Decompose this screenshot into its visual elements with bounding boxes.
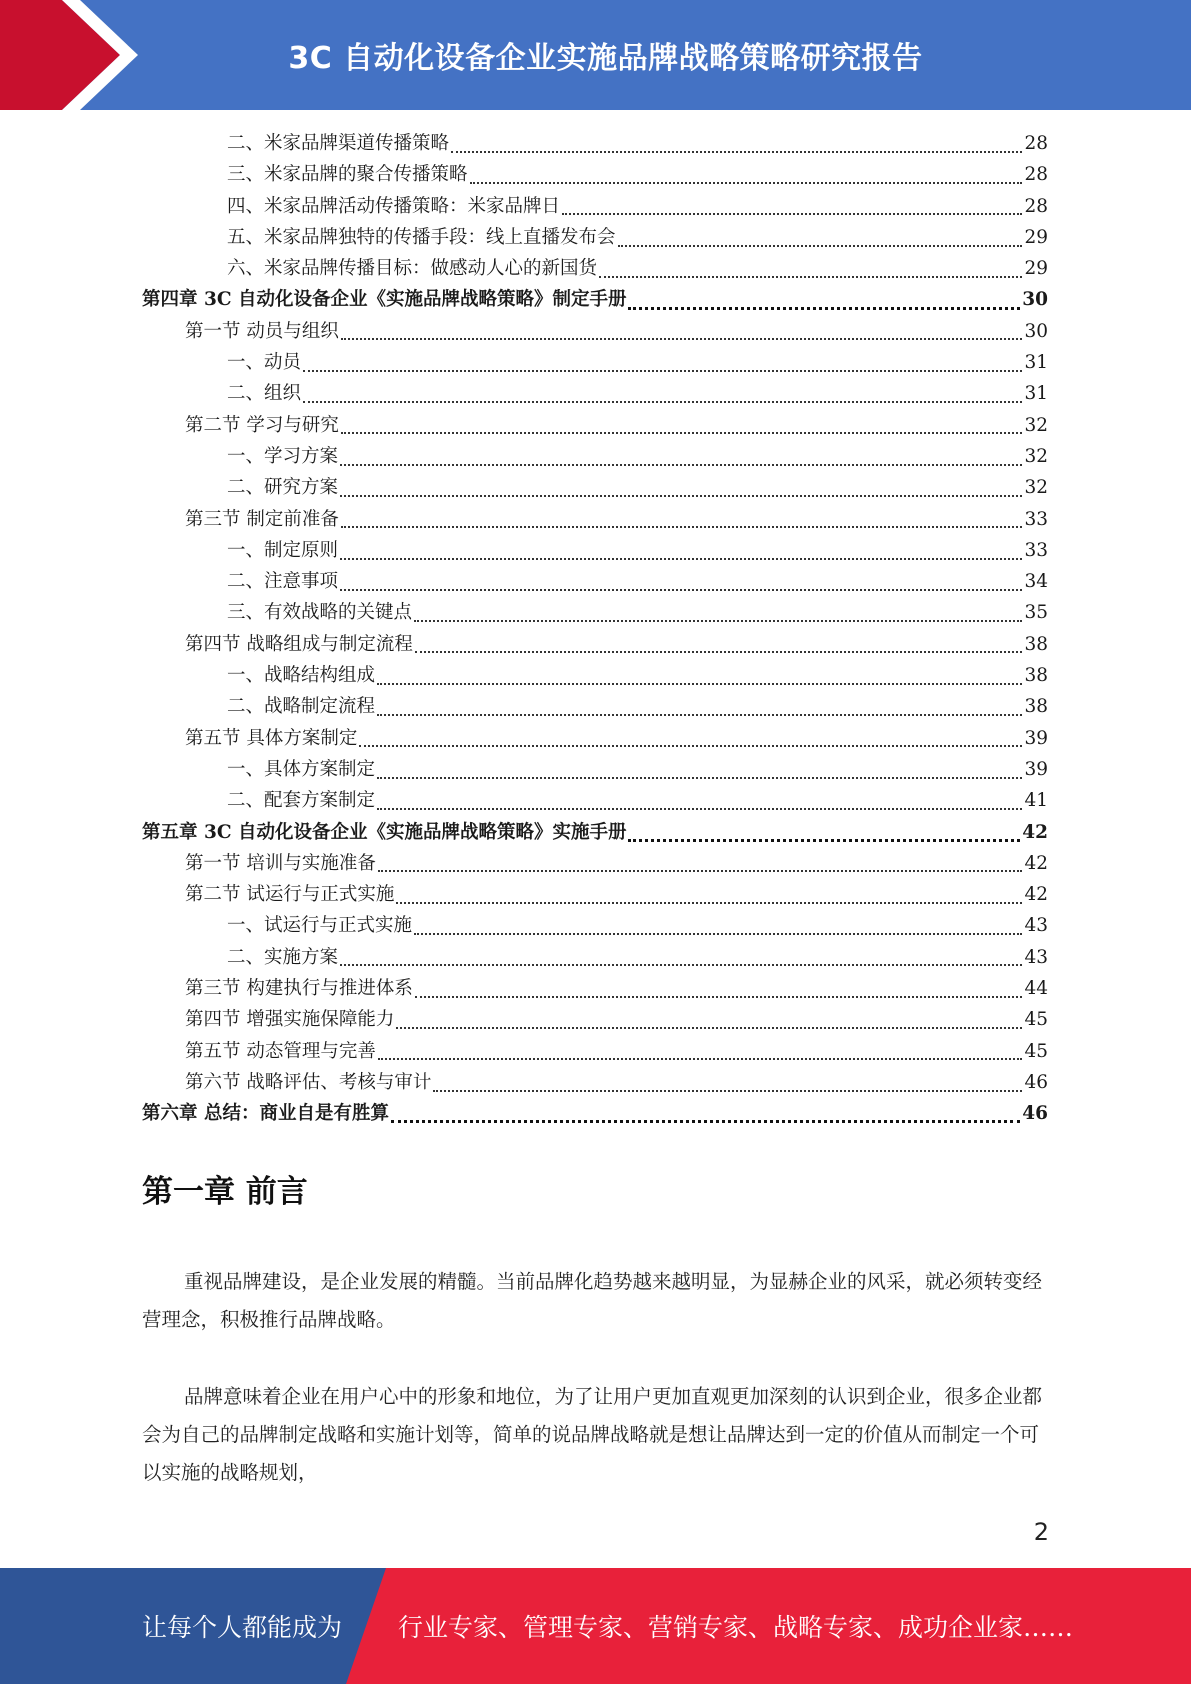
toc-dot-leader xyxy=(303,401,1022,403)
toc-entry-title: 第一节 培训与实施准备 xyxy=(185,852,376,874)
toc-entry-title: 第四章 3C 自动化设备企业《实施品牌战略策略》制定手册 xyxy=(142,289,627,311)
toc-page-number: 35 xyxy=(1024,602,1048,624)
toc-entry-title: 一、具体方案制定 xyxy=(227,758,376,780)
header-arrow-decoration xyxy=(0,0,160,110)
toc-entry-title: 三、米家品牌的聚合传播策略 xyxy=(227,164,468,186)
toc-dot-leader xyxy=(628,839,1020,842)
toc-page-number: 42 xyxy=(1024,884,1048,906)
toc-page-number: 31 xyxy=(1024,352,1048,374)
toc-dot-leader xyxy=(340,495,1022,497)
toc-page-number: 33 xyxy=(1024,539,1048,561)
toc-entry-title: 第五章 3C 自动化设备企业《实施品牌战略策略》实施手册 xyxy=(142,821,627,843)
toc-page-number: 38 xyxy=(1024,665,1048,687)
toc-chapter-entry[interactable] xyxy=(142,1098,1048,1129)
toc-page-number: 30 xyxy=(1024,320,1048,342)
toc-section-entry[interactable] xyxy=(142,879,1048,910)
toc-dot-leader xyxy=(433,1090,1022,1092)
toc-dot-leader xyxy=(340,464,1022,466)
toc-entry-title: 第五节 动态管理与完善 xyxy=(185,1040,376,1062)
toc-chapter-entry[interactable] xyxy=(142,284,1048,315)
toc-entry-title: 一、试运行与正式实施 xyxy=(227,915,413,937)
toc-entry-title: 第二节 学习与研究 xyxy=(185,414,339,436)
toc-entry-title: 一、制定原则 xyxy=(227,539,339,561)
toc-section-entry[interactable] xyxy=(142,504,1048,535)
toc-entry-title: 第一节 动员与组织 xyxy=(185,320,339,342)
toc-entry-title: 第三节 制定前准备 xyxy=(185,508,339,530)
toc-dot-leader xyxy=(303,370,1022,372)
toc-subsection-entry[interactable] xyxy=(142,785,1048,816)
toc-subsection-entry[interactable] xyxy=(142,942,1048,973)
toc-page-number: 29 xyxy=(1024,226,1048,248)
footer-slogan-left: 让每个人都能成为 xyxy=(142,1613,343,1642)
body-paragraph-2: 品牌意味着企业在用户心中的形象和地位，为了让用户更加直观更加深刻的认识到企业，很多企业都会为自己的品牌制定战略和实施计划等，简单的说品牌战略就是想让品牌达到一定的价值从而制定一个可以实施的战略规划， xyxy=(142,1385,1043,1484)
toc-page-number: 45 xyxy=(1024,1040,1048,1062)
toc-entry-title: 二、米家品牌渠道传播策略 xyxy=(227,133,450,154)
toc-subsection-entry[interactable] xyxy=(142,191,1048,222)
page-footer xyxy=(0,1568,1191,1684)
toc-page-number: 34 xyxy=(1024,571,1048,593)
toc-dot-leader xyxy=(391,1120,1020,1123)
toc-entry-title: 二、组织 xyxy=(227,383,302,405)
toc-subsection-entry[interactable] xyxy=(142,159,1048,190)
toc-page-number: 32 xyxy=(1024,445,1048,467)
toc-entry-title: 一、学习方案 xyxy=(227,445,339,467)
toc-dot-leader xyxy=(377,808,1022,810)
toc-subsection-entry[interactable] xyxy=(142,347,1048,378)
toc-entry-title: 二、战略制定流程 xyxy=(227,696,376,718)
toc-page-number: 38 xyxy=(1024,633,1048,655)
toc-subsection-entry[interactable] xyxy=(142,597,1048,628)
toc-entry-title: 五、米家品牌独特的传播手段：线上直播发布会 xyxy=(227,226,616,248)
toc-page-number: 38 xyxy=(1024,696,1048,718)
toc-entry-title: 第三节 构建执行与推进体系 xyxy=(185,978,413,1000)
toc-page-number: 31 xyxy=(1024,383,1048,405)
toc-subsection-entry[interactable] xyxy=(142,566,1048,597)
toc-entry-title: 第二节 试运行与正式实施 xyxy=(185,884,395,906)
page-number: 2 xyxy=(1033,1518,1049,1546)
toc-section-entry[interactable] xyxy=(142,1004,1048,1035)
toc-subsection-entry[interactable] xyxy=(142,691,1048,722)
toc-page-number: 28 xyxy=(1024,195,1048,217)
toc-page-number: 41 xyxy=(1024,790,1048,812)
toc-section-entry[interactable] xyxy=(142,1067,1048,1098)
toc-dot-leader xyxy=(341,526,1023,528)
toc-entry-title: 第四节 增强实施保障能力 xyxy=(185,1009,395,1031)
toc-page-number: 45 xyxy=(1024,1009,1048,1031)
toc-entry-title: 第五节 具体方案制定 xyxy=(185,727,358,749)
toc-subsection-entry[interactable] xyxy=(142,128,1048,159)
toc-subsection-entry[interactable] xyxy=(142,535,1048,566)
toc-subsection-entry[interactable] xyxy=(142,253,1048,284)
toc-dot-leader xyxy=(628,307,1020,310)
toc-section-entry[interactable] xyxy=(142,848,1048,879)
toc-page-number: 46 xyxy=(1024,1071,1048,1093)
toc-section-entry[interactable] xyxy=(142,316,1048,347)
toc-dot-leader xyxy=(618,245,1023,247)
toc-dot-leader xyxy=(377,777,1022,779)
toc-subsection-entry[interactable] xyxy=(142,754,1048,785)
toc-section-entry[interactable] xyxy=(142,973,1048,1004)
toc-chapter-entry[interactable] xyxy=(142,817,1048,848)
toc-entry-title: 二、研究方案 xyxy=(227,477,339,499)
toc-page-number: 28 xyxy=(1024,133,1048,154)
toc-entry-title: 一、战略结构组成 xyxy=(227,665,376,687)
toc-dot-leader xyxy=(470,182,1023,184)
toc-page-number: 30 xyxy=(1022,289,1048,311)
toc-dot-leader xyxy=(396,1027,1022,1029)
toc-dot-leader xyxy=(340,589,1022,591)
toc-page-number: 32 xyxy=(1024,477,1048,499)
toc-dot-leader xyxy=(414,620,1022,622)
toc-page-number: 43 xyxy=(1024,915,1048,937)
toc-section-entry[interactable] xyxy=(142,629,1048,660)
toc-entry-title: 第六节 战略评估、考核与审计 xyxy=(185,1071,432,1093)
toc-subsection-entry[interactable] xyxy=(142,660,1048,691)
toc-page-number: 46 xyxy=(1022,1103,1048,1125)
toc-dot-leader xyxy=(340,558,1022,560)
toc-page-number: 33 xyxy=(1024,508,1048,530)
toc-page-number: 28 xyxy=(1024,164,1048,186)
chapter-heading: 第一章 前言 xyxy=(142,1174,308,1210)
table-of-contents xyxy=(142,128,1048,1130)
toc-section-entry[interactable] xyxy=(142,1036,1048,1067)
toc-page-number: 39 xyxy=(1024,758,1048,780)
toc-page-number: 32 xyxy=(1024,414,1048,436)
page-header xyxy=(0,0,1191,110)
toc-dot-leader xyxy=(377,714,1022,716)
toc-dot-leader xyxy=(340,964,1022,966)
toc-entry-title: 第四节 战略组成与制定流程 xyxy=(185,633,413,655)
toc-entry-title: 四、米家品牌活动传播策略：米家品牌日 xyxy=(227,195,561,217)
toc-dot-leader xyxy=(414,933,1022,935)
toc-dot-leader xyxy=(378,1058,1023,1060)
toc-entry-title: 六、米家品牌传播目标：做感动人心的新国货 xyxy=(227,258,598,280)
toc-subsection-entry[interactable] xyxy=(142,222,1048,253)
toc-subsection-entry[interactable] xyxy=(142,472,1048,503)
toc-page-number: 42 xyxy=(1022,821,1048,843)
footer-slogan-right: 行业专家、管理专家、营销专家、战略专家、成功企业家…… xyxy=(398,1613,1074,1642)
toc-page-number: 29 xyxy=(1024,258,1048,280)
toc-subsection-entry[interactable] xyxy=(142,910,1048,941)
toc-section-entry[interactable] xyxy=(142,723,1048,754)
toc-subsection-entry[interactable] xyxy=(142,378,1048,409)
toc-entry-title: 二、配套方案制定 xyxy=(227,790,376,812)
toc-page-number: 44 xyxy=(1024,978,1048,1000)
toc-section-entry[interactable] xyxy=(142,410,1048,441)
toc-dot-leader xyxy=(599,276,1022,278)
toc-dot-leader xyxy=(377,683,1022,685)
toc-entry-title: 一、动员 xyxy=(227,352,302,374)
toc-dot-leader xyxy=(415,651,1023,653)
toc-entry-title: 二、注意事项 xyxy=(227,571,339,593)
toc-page-number: 39 xyxy=(1024,727,1048,749)
toc-page-number: 42 xyxy=(1024,852,1048,874)
toc-page-number: 43 xyxy=(1024,946,1048,968)
toc-entry-title: 二、实施方案 xyxy=(227,946,339,968)
toc-dot-leader xyxy=(341,338,1023,340)
toc-dot-leader xyxy=(562,213,1022,215)
body-paragraph-1: 重视品牌建设，是企业发展的精髓。当前品牌化趋势越来越明显，为显赫企业的风采，就必须转变经营理念，积极推行品牌战略。 xyxy=(142,1270,1043,1331)
toc-entry-title: 第六章 总结：商业自是有胜算 xyxy=(142,1103,389,1125)
toc-dot-leader xyxy=(415,996,1023,998)
toc-dot-leader xyxy=(451,151,1022,153)
toc-dot-leader xyxy=(341,432,1023,434)
toc-subsection-entry[interactable] xyxy=(142,441,1048,472)
toc-dot-leader xyxy=(396,902,1022,904)
document-title: 3C 自动化设备企业实施品牌战略策略研究报告 xyxy=(288,41,923,76)
toc-dot-leader xyxy=(359,745,1022,747)
toc-dot-leader xyxy=(378,870,1023,872)
toc-entry-title: 三、有效战略的关键点 xyxy=(227,602,413,624)
